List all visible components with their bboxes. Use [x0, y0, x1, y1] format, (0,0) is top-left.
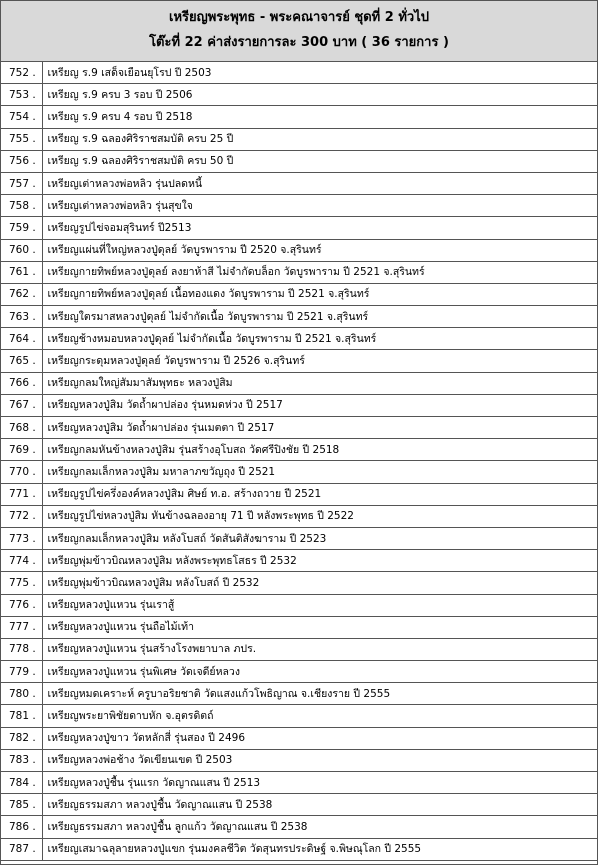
item-number: 783 . [1, 749, 42, 771]
item-number: 760 . [1, 239, 42, 261]
item-number: 780 . [1, 683, 42, 705]
table-row [1, 106, 597, 128]
table-row [1, 749, 597, 771]
item-number: 782 . [1, 727, 42, 749]
item-name: เหรียญกลมใหญ่สัมมาสัมพุทธะ หลวงปู่สิม [42, 372, 597, 394]
item-name: เหรียญรูปไข่หลวงปู่สิม หันข้างฉลองอายุ 71 ปี หลังพระพุทธ ปี 2522 [42, 505, 597, 527]
item-name: เหรียญหลวงปู่สิม วัดถ้ำผาปล่อง รุ่นหมดห่วง ปี 2517 [42, 394, 597, 416]
item-number: 776 . [1, 594, 42, 616]
item-number: 771 . [1, 483, 42, 505]
table-row [1, 439, 597, 461]
table-row [1, 417, 597, 439]
item-name: เหรียญ ร.9 ครบ 4 รอบ ปี 2518 [42, 106, 597, 128]
item-name: เหรียญหลวงพ่อช้าง วัดเขียนเขต ปี 2503 [42, 749, 597, 771]
item-number: 758 . [1, 195, 42, 217]
item-number: 762 . [1, 283, 42, 305]
item-name: เหรียญ ร.9 ฉลองศิริราชสมบัติ ครบ 50 ปี [42, 150, 597, 172]
item-number: 757 . [1, 172, 42, 194]
item-number: 772 . [1, 505, 42, 527]
table-row [1, 483, 597, 505]
table-row [1, 572, 597, 594]
item-name: เหรียญพุ่มข้าวบิณหลวงปู่สิม หลังโบสถ์ ปี 2532 [42, 572, 597, 594]
table-row [1, 328, 597, 350]
table-row [1, 128, 597, 150]
item-number: 767 . [1, 394, 42, 416]
item-name: เหรียญหลวงปู่แหวน รุ่นเราสู้ [42, 594, 597, 616]
item-name: เหรียญเต่าหลวงพ่อหลิว รุ่นปลดหนี้ [42, 172, 597, 194]
table-row [1, 661, 597, 683]
table-row [1, 527, 597, 549]
item-number: 766 . [1, 372, 42, 394]
item-name: เหรียญกระดุมหลวงปู่ดุลย์ วัดบูรพาราม ปี 2526 จ.สุรินทร์ [42, 350, 597, 372]
item-name: เหรียญกลมหันข้างหลวงปู่สิม รุ่นสร้างอุโบสถ วัดศรีปิงชัย ปี 2518 [42, 439, 597, 461]
item-name: เหรียญหมดเคราะห์ ครูบาอริยชาติ วัดแสงแก้วโพธิญาณ จ.เชียงราย ปี 2555 [42, 683, 597, 705]
table-row [1, 594, 597, 616]
table-row [1, 705, 597, 727]
table-row [1, 261, 597, 283]
table-row [1, 84, 597, 106]
table-row [1, 616, 597, 638]
item-name: เหรียญกลมเล็กหลวงปู่สิม หลังโบสถ์ วัดสันติสังฆาราม ปี 2523 [42, 527, 597, 549]
item-name: เหรียญ ร.9 ครบ 3 รอบ ปี 2506 [42, 84, 597, 106]
item-number: 763 . [1, 306, 42, 328]
catalog-subtitle: โต๊ะที่ 22 ค่าส่งรายการละ 300 บาท ( 36 รายการ ) [149, 35, 449, 50]
table-row [1, 394, 597, 416]
table-row [1, 306, 597, 328]
table-row [1, 816, 597, 838]
item-number: 781 . [1, 705, 42, 727]
item-name: เหรียญ ร.9 ฉลองศิริราชสมบัติ ครบ 25 ปี [42, 128, 597, 150]
item-name: เหรียญช้างหมอบหลวงปู่ดุลย์ ไม่จำกัดเนื้อ วัดบูรพาราม ปี 2521 จ.สุรินทร์ [42, 328, 597, 350]
item-name: เหรียญหลวงปู่สิม วัดถ้ำผาปล่อง รุ่นเมตตา ปี 2517 [42, 417, 597, 439]
table-row [1, 217, 597, 239]
item-name: เหรียญพระยาพิชัยดาบหัก จ.อุตรดิตถ์ [42, 705, 597, 727]
item-name: เหรียญใตรมาสหลวงปู่ดุลย์ ไม่จำกัดเนื้อ วัดบูรพาราม ปี 2521 จ.สุรินทร์ [42, 306, 597, 328]
item-name: เหรียญหลวงปู่แหวน รุ่นถือไม้เท้า [42, 616, 597, 638]
item-number: 759 . [1, 217, 42, 239]
table-row [1, 727, 597, 749]
catalog-header [1, 1, 597, 62]
table-row [1, 838, 597, 860]
table-row [1, 150, 597, 172]
item-number: 770 . [1, 461, 42, 483]
table-row [1, 350, 597, 372]
item-number: 764 . [1, 328, 42, 350]
item-name: เหรียญธรรมสภา หลวงปู่ชื้น ลูกแก้ว วัดญาณแสน ปี 2538 [42, 816, 597, 838]
item-number: 756 . [1, 150, 42, 172]
item-number: 755 . [1, 128, 42, 150]
item-number: 769 . [1, 439, 42, 461]
item-number: 765 . [1, 350, 42, 372]
table-row [1, 372, 597, 394]
table-row [1, 550, 597, 572]
item-name: เหรียญรูปไข่จอมสุรินทร์ ปี2513 [42, 217, 597, 239]
table-row [1, 239, 597, 261]
item-name: เหรียญธรรมสภา หลวงปู่ชื้น วัดญาณแสน ปี 2538 [42, 794, 597, 816]
table-row [1, 794, 597, 816]
item-number: 784 . [1, 772, 42, 794]
item-table-body [1, 62, 597, 860]
item-name: เหรียญ ร.9 เสด็จเยือนยุโรป ปี 2503 [42, 62, 597, 84]
table-row [1, 683, 597, 705]
item-name: เหรียญหลวงปู่ชื้น รุ่นแรก วัดญาณแสน ปี 2513 [42, 772, 597, 794]
item-number: 761 . [1, 261, 42, 283]
item-name: เหรียญพุ่มข้าวบิณหลวงปู่สิม หลังพระพุทธโสธร ปี 2532 [42, 550, 597, 572]
item-number: 778 . [1, 638, 42, 660]
item-number: 775 . [1, 572, 42, 594]
table-row [1, 172, 597, 194]
table-row [1, 505, 597, 527]
item-number: 787 . [1, 838, 42, 860]
item-number: 773 . [1, 527, 42, 549]
item-number: 754 . [1, 106, 42, 128]
item-number: 774 . [1, 550, 42, 572]
table-row [1, 638, 597, 660]
item-name: เหรียญหลวงปู่แหวน รุ่นพิเศษ วัดเจดีย์หลวง [42, 661, 597, 683]
item-name: เหรียญกายทิพย์หลวงปู่ดุลย์ ลงยาห้าสี ไม่จำกัดบล็อก วัดบูรพาราม ปี 2521 จ.สุรินทร์ [42, 261, 597, 283]
table-row [1, 283, 597, 305]
item-number: 777 . [1, 616, 42, 638]
item-name: เหรียญเสมาฉลุลายหลวงปู่แขก รุ่นมงคลชีวิต วัดสุนทรประดิษฐ์ จ.พิษณุโลก ปี 2555 [42, 838, 597, 860]
item-name: เหรียญเต่าหลวงพ่อหลิว รุ่นสุขใจ [42, 195, 597, 217]
item-number: 752 . [1, 62, 42, 84]
table-row [1, 195, 597, 217]
item-number: 785 . [1, 794, 42, 816]
table-row [1, 772, 597, 794]
item-name: เหรียญรูปไข่ครึ่งองค์หลวงปู่สิม ศิษย์ ท.อ. สร้างถวาย ปี 2521 [42, 483, 597, 505]
item-table [1, 62, 597, 861]
item-name: เหรียญกายทิพย์หลวงปู่ดุลย์ เนื้อทองแดง วัดบูรพาราม ปี 2521 จ.สุรินทร์ [42, 283, 597, 305]
catalog-title: เหรียญพระพุทธ - พระคณาจารย์ ชุดที่ 2 ทั่วไป [169, 10, 429, 25]
item-name: เหรียญหลวงปู่ขาว วัดหลักสี่ รุ่นสอง ปี 2496 [42, 727, 597, 749]
item-number: 753 . [1, 84, 42, 106]
item-name: เหรียญหลวงปู่แหวน รุ่นสร้างโรงพยาบาล ภปร. [42, 638, 597, 660]
item-number: 768 . [1, 417, 42, 439]
table-row [1, 62, 597, 84]
item-name: เหรียญกลมเล็กหลวงปู่สิม มหาลาภขวัญถุง ปี 2521 [42, 461, 597, 483]
table-row [1, 461, 597, 483]
item-name: เหรียญแผ่นที่ใหญ่หลวงปู่ดุลย์ วัดบูรพาราม ปี 2520 จ.สุรินทร์ [42, 239, 597, 261]
item-number: 786 . [1, 816, 42, 838]
item-number: 779 . [1, 661, 42, 683]
